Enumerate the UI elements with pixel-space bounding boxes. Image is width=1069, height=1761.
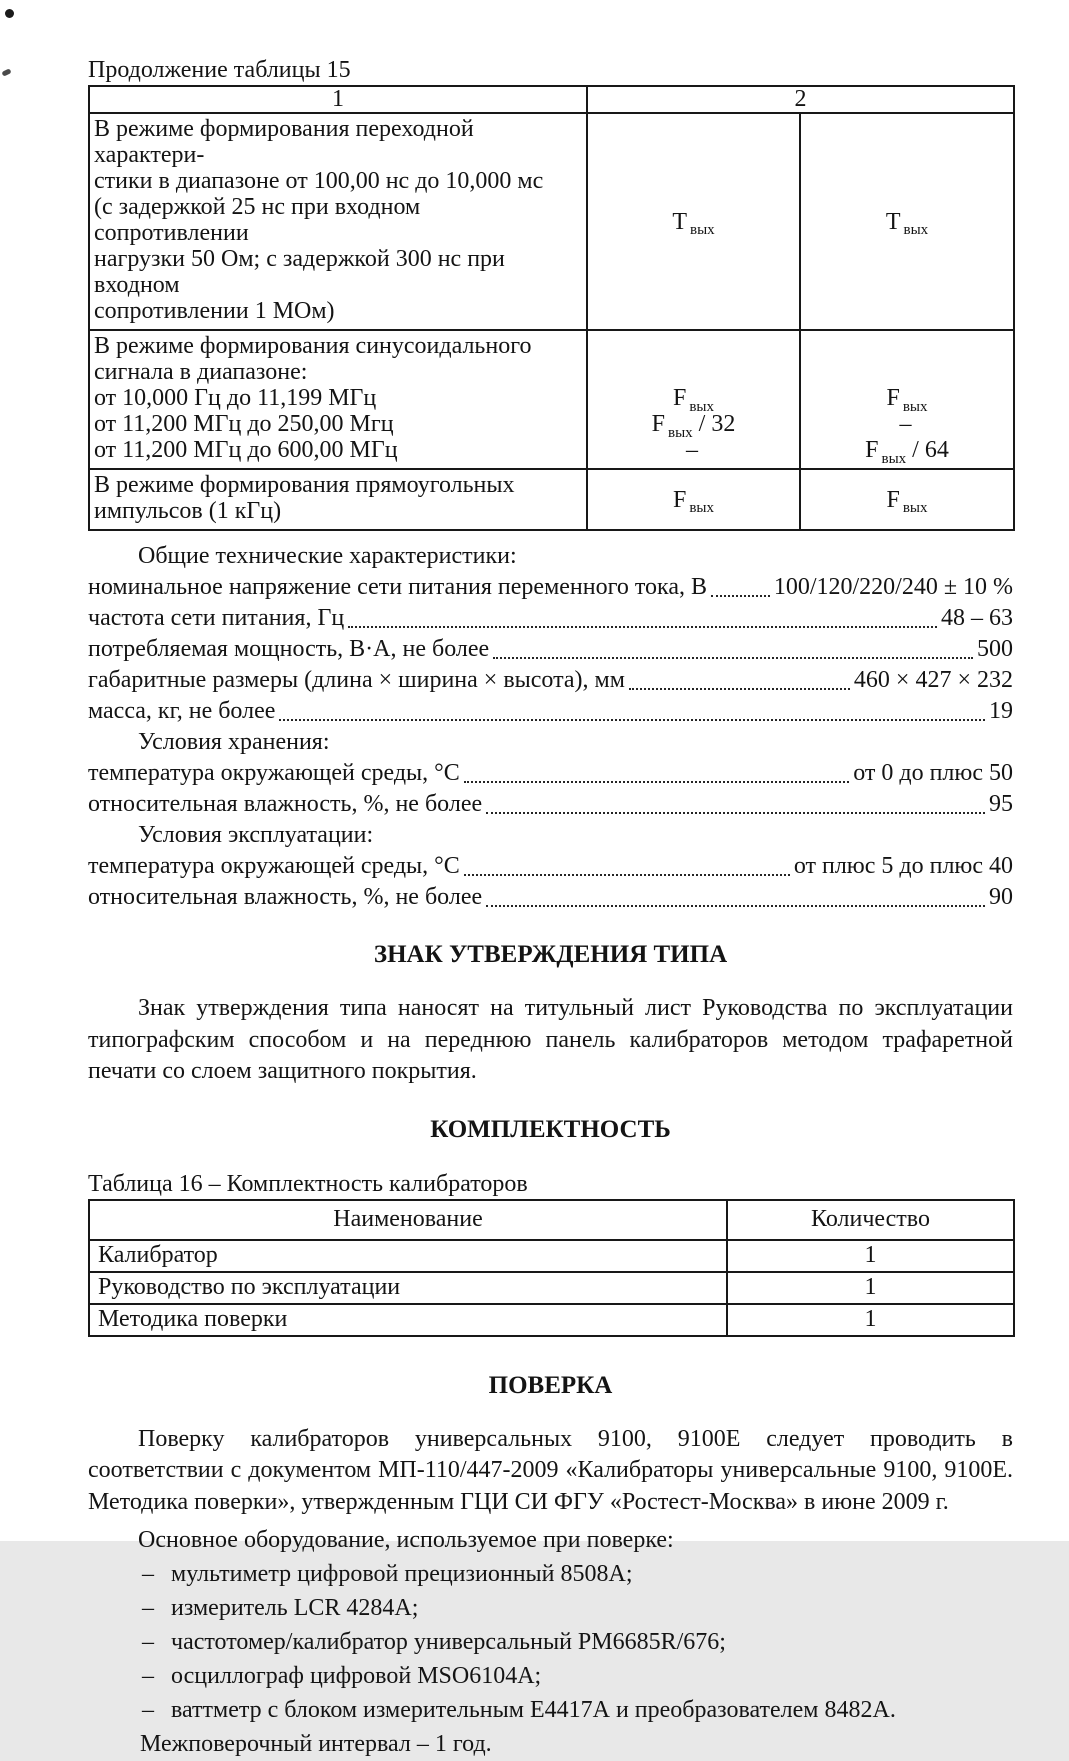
value-line: Т $_{вых}$ [885,208,929,239]
spec-row [88,603,1013,634]
general-specs-section [88,541,1013,727]
table15 [88,85,1015,531]
spec-row [88,758,1013,789]
spec-label: относительная влажность, %, не более [88,884,483,910]
general-specs-title: Общие технические характеристики: [138,543,517,569]
table16-caption: Таблица 16 – Комплектность калибраторов [88,1170,528,1197]
spec-label: температура окружающей среды, °С [88,760,460,786]
equipment-item-text: измеритель LCR 4284А; [171,1595,419,1621]
desc-line: В режиме формирования синусоидального [94,333,532,359]
spec-value: 95 [989,791,1013,817]
table16-header-qty: Количество [727,1200,1014,1240]
type-approval-paragraph: Знак утверждения типа наносят на титульный лист Руководства по эксплуатации типографским способом и на переднюю панель калибраторов методом трафаретной печати со слоем защитного покрытия. [88,995,1013,1084]
dot-leader [348,626,937,628]
type-approval-heading: ЗНАК УТВЕРЖДЕНИЯ ТИПА [373,941,728,968]
desc-line: от 10,000 Гц до 11,199 МГц [94,385,377,411]
spec-value: 19 [989,698,1013,724]
spec-label: частота сети питания, Гц [88,605,345,631]
desc-line: нагрузки 50 Ом; с задержкой 300 нс при входном [94,246,505,298]
table16-item-qty: 1 [727,1272,1014,1304]
scan-artifact-dot [5,9,14,18]
desc-line: сопротивлении 1 МОм) [94,298,335,324]
equipment-item-text: частотомер/калибратор универсальный PM6685R/676; [171,1629,726,1655]
list-item [88,1557,1013,1591]
value-line: Т $_{вых}$ [672,208,715,239]
list-item [88,1591,1013,1625]
equipment-intro: Основное оборудование, используемое при поверке: [138,1527,674,1553]
spec-row [88,572,1013,603]
table15-header-col1: 1 [89,86,587,113]
value-line: F $_{вых}$ / 32 [651,411,736,441]
spec-value: 500 [977,636,1013,662]
spec-value: 48 – 63 [941,605,1013,631]
spec-row [88,696,1013,727]
desc-line: от 11,200 МГц до 600,00 МГц [94,437,398,463]
value-line: F $_{вых}$ [672,385,715,415]
table16-item-name: Калибратор [89,1240,727,1272]
dot-leader [464,781,849,783]
list-dash: – [142,1697,154,1723]
desc-line: (с задержкой 25 нс при входном сопротивлении [94,194,421,246]
operation-title: Условия эксплуатации: [138,822,374,848]
value-line: – [686,437,698,463]
desc-line: от 11,200 МГц до 250,00 Мгц [94,411,394,437]
dot-leader [486,812,985,814]
spec-row [88,851,1013,882]
spec-label: температура окружающей среды, °С [88,853,460,879]
equipment-item-text: осциллограф цифровой MSO6104А; [171,1663,542,1689]
value-line: – [899,411,912,437]
spec-value: от 0 до плюс 50 [853,760,1013,786]
desc-line: импульсов (1 кГц) [94,498,282,524]
table-row [89,330,1014,469]
table15-row2-value-b [800,330,1014,469]
table16 [88,1199,1015,1337]
value-line: F $_{вых}$ [886,385,928,415]
page-content [88,56,1013,1761]
verification-paragraph: Поверку калибраторов универсальных 9100, 9100Е следует проводить в соответствии с документом МП-110/447-2009 «Калибраторы универсальные 9100, 9100Е. Методика поверки», утвержденным ГЦИ СИ ФГУ «Ростест-Москва» в июне 2009 г. [88,1425,1013,1515]
table16-item-qty: 1 [727,1304,1014,1336]
dot-leader [629,688,850,690]
list-dash: – [142,1561,154,1587]
storage-section [88,727,1013,820]
desc-line: В режиме формирования прямоугольных [94,472,515,498]
spec-value: 100/120/220/240 ± 10 % [773,574,1013,600]
verification-heading: ПОВЕРКА [488,1371,613,1399]
table16-item-qty: 1 [727,1240,1014,1272]
list-item [88,1659,1013,1693]
list-dash: – [142,1663,154,1689]
table15-row1-value-a [587,113,800,330]
desc-line: стики в диапазоне от 100,00 нс до 10,000 мс [94,168,544,194]
spec-label: габаритные размеры (длина × ширина × высота), мм [88,667,625,693]
dot-leader [711,595,770,597]
table-row [89,1272,1014,1304]
value-line: F $_{вых}$ / 64 [865,437,949,467]
dot-leader [493,657,973,659]
table15-row2-value-a [587,330,800,469]
table-row [89,1304,1014,1336]
table15-header-row [89,86,1014,113]
table16-item-name: Методика поверки [89,1304,727,1336]
value-line: F $_{вых}$ [672,486,715,517]
spec-row [88,665,1013,696]
dot-leader [486,905,985,907]
completeness-heading: КОМПЛЕКТНОСТЬ [430,1115,671,1143]
spec-value: 90 [989,884,1013,910]
spec-value: от плюс 5 до плюс 40 [793,853,1013,879]
table15-caption: Продолжение таблицы 15 [88,57,351,83]
spec-row [88,789,1013,820]
table15-row1-value-b [800,113,1014,330]
spec-row [88,634,1013,665]
storage-title: Условия хранения: [138,729,330,755]
desc-line: В режиме формирования переходной характери- [94,116,474,168]
operation-section [88,820,1013,913]
table15-row2-description [89,330,587,469]
dot-leader [279,719,985,721]
table16-header-row [89,1200,1014,1240]
table15-header-col2: 2 [587,86,1014,113]
spec-row [88,882,1013,913]
spec-label: масса, кг, не более [88,698,276,724]
spec-label: относительная влажность, %, не более [88,791,483,817]
table15-row1-description [89,113,587,330]
spec-label: потребляемая мощность, В·А, не более [88,636,490,662]
equipment-item-text: ваттметр с блоком измерительным Е4417А и преобразователем 8482А. [171,1697,896,1723]
table15-row3-value-b [800,469,1014,530]
list-dash: – [142,1629,154,1655]
table16-header-name: Наименование [89,1200,727,1240]
table15-row3-value-a [587,469,800,530]
table-row [89,113,1014,330]
table16-item-name: Руководство по эксплуатации [89,1272,727,1304]
verification-interval: Межповерочный интервал – 1 год. [140,1731,492,1757]
equipment-item-text: мультиметр цифровой прецизионный 8508А; [171,1561,633,1587]
value-line: F $_{вых}$ [886,486,928,517]
table-row [89,469,1014,530]
spec-value: 460 × 427 × 232 [853,667,1013,693]
table-row [89,1240,1014,1272]
list-item [88,1625,1013,1659]
desc-line: сигнала в диапазоне: [94,359,308,385]
scan-artifact-mark [1,68,11,76]
table15-row3-description [89,469,587,530]
spec-label: номинальное напряжение сети питания переменного тока, В [88,574,707,600]
dot-leader [464,874,790,876]
list-item [88,1693,1013,1727]
list-dash: – [142,1595,154,1621]
